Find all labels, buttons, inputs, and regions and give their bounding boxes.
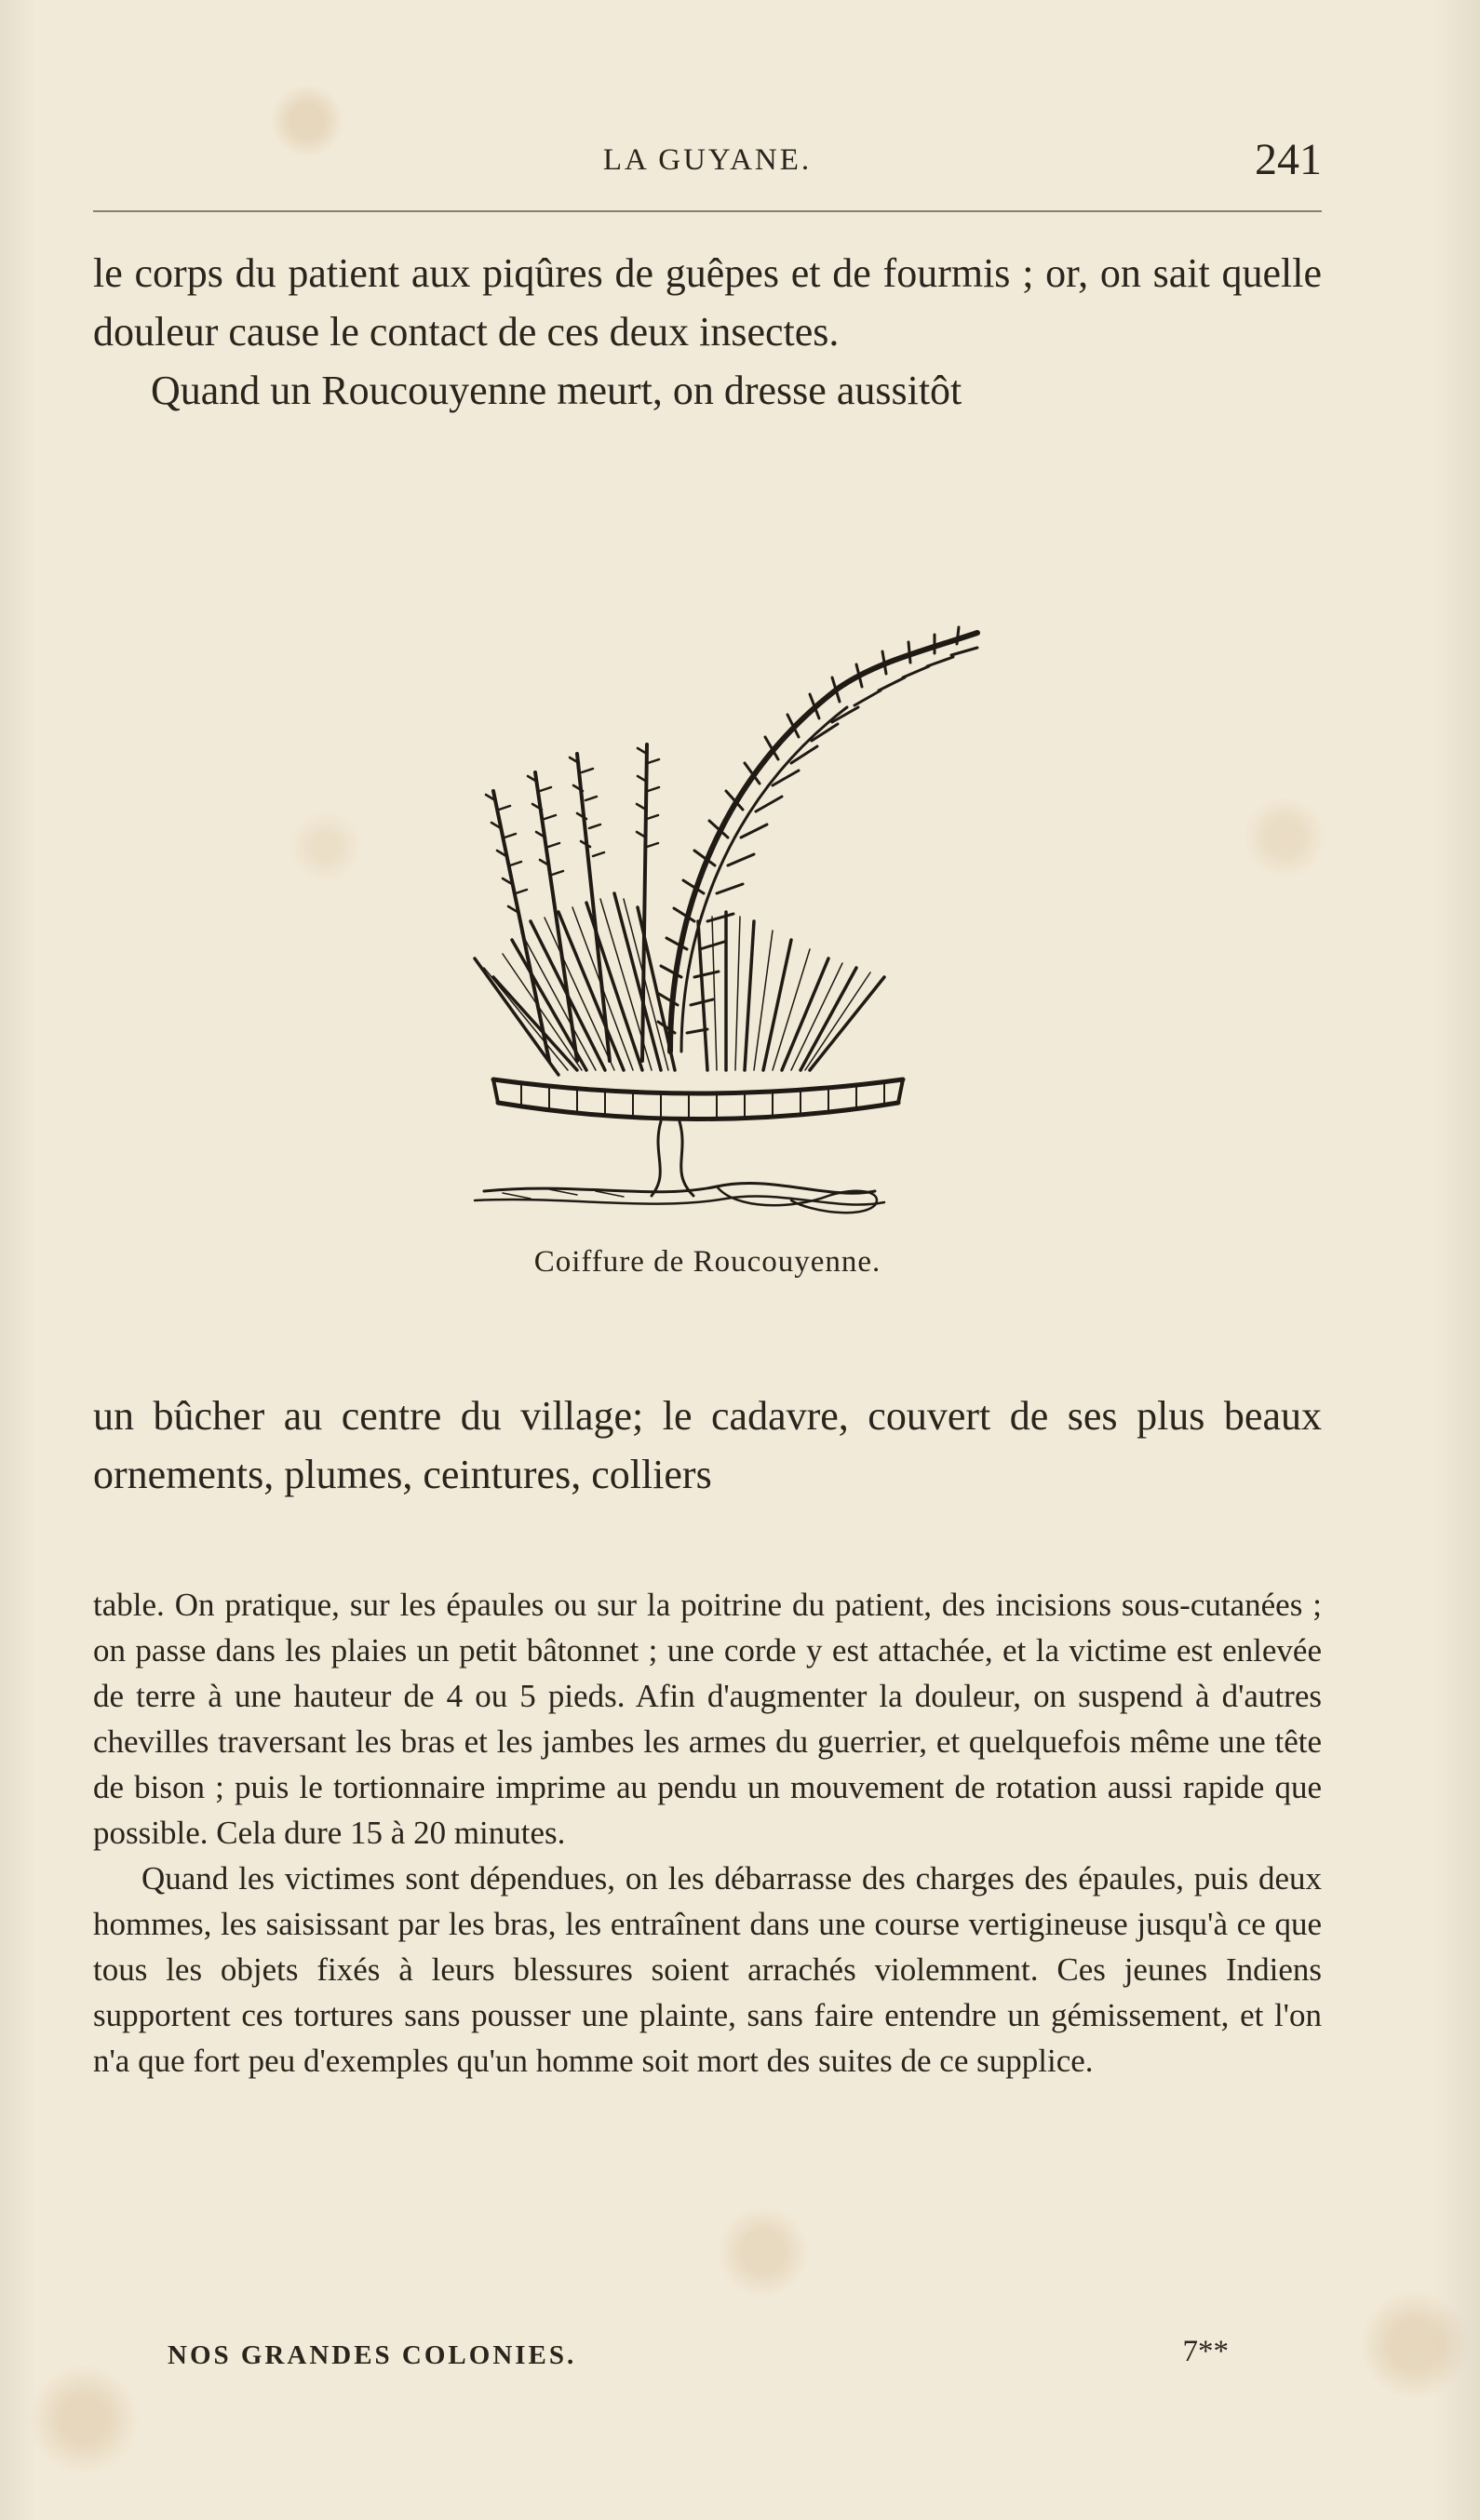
signature-text: NOS GRANDES COLONIES. [168,2340,577,2370]
signature-mark: 7** [1182,2335,1229,2368]
running-header [93,135,1322,195]
signature-line [168,2335,1229,2387]
running-title: LA GUYANE. [602,143,813,177]
feather-headdress-illustration [437,586,1015,1219]
paragraph: un bûcher au centre du village; le cadavre, couvert de ses plus beaux ornements, plumes, ceintures, colliers [93,1393,1322,1497]
header-rule [93,210,1322,212]
footnote [93,1582,1322,2084]
footnote-paragraph: table. On pratique, sur les épaules ou sur la poitrine du patient, des incisions sous-cutanées ; on passe dans les plaies un petit bâtonnet ; une corde y est attachée, et la victime est enlevée de terre à une hauteur de 4 ou 5 pieds. Afin d'augmenter la douleur, on suspend à d'autres chevilles traversant les bras et les jambes les armes du guerrier, et quelquefois même une tête de bison ; puis le tortionnaire imprime au pendu un mouvement de rotation aussi rapide que possible. Cela dure 15 à 20 minutes. [93,1587,1322,1851]
page-number: 241 [1255,135,1322,184]
headdress-figure [437,586,1015,1219]
footnote-paragraph: Quand les victimes sont dépendues, on les débarrasse des charges des épaules, puis deux hommes, les saisissant par les bras, les entraînent dans une course vertigineuse jusqu'à ce que tous les objets fixés à leurs blessures soient arrachés violemment. Ces jeunes Indiens supportent ces tortures sans pousser une plainte, sans faire entendre un gémissement, et l'on n'a que fort peu d'exemples qu'un homme soit mort des suites de ce supplice. [93,1860,1322,2079]
paragraph: Quand un Roucouyenne meurt, on dresse aussitôt [151,368,962,413]
paragraph: le corps du patient aux piqûres de guêpes et de fourmis ; or, on sait quelle douleur cause le contact de ces deux insectes. [93,250,1322,355]
figure-caption: Coiffure de Roucouyenne. [533,1245,881,1279]
body-text-mid [93,1387,1322,1504]
body-text-top [93,244,1322,420]
